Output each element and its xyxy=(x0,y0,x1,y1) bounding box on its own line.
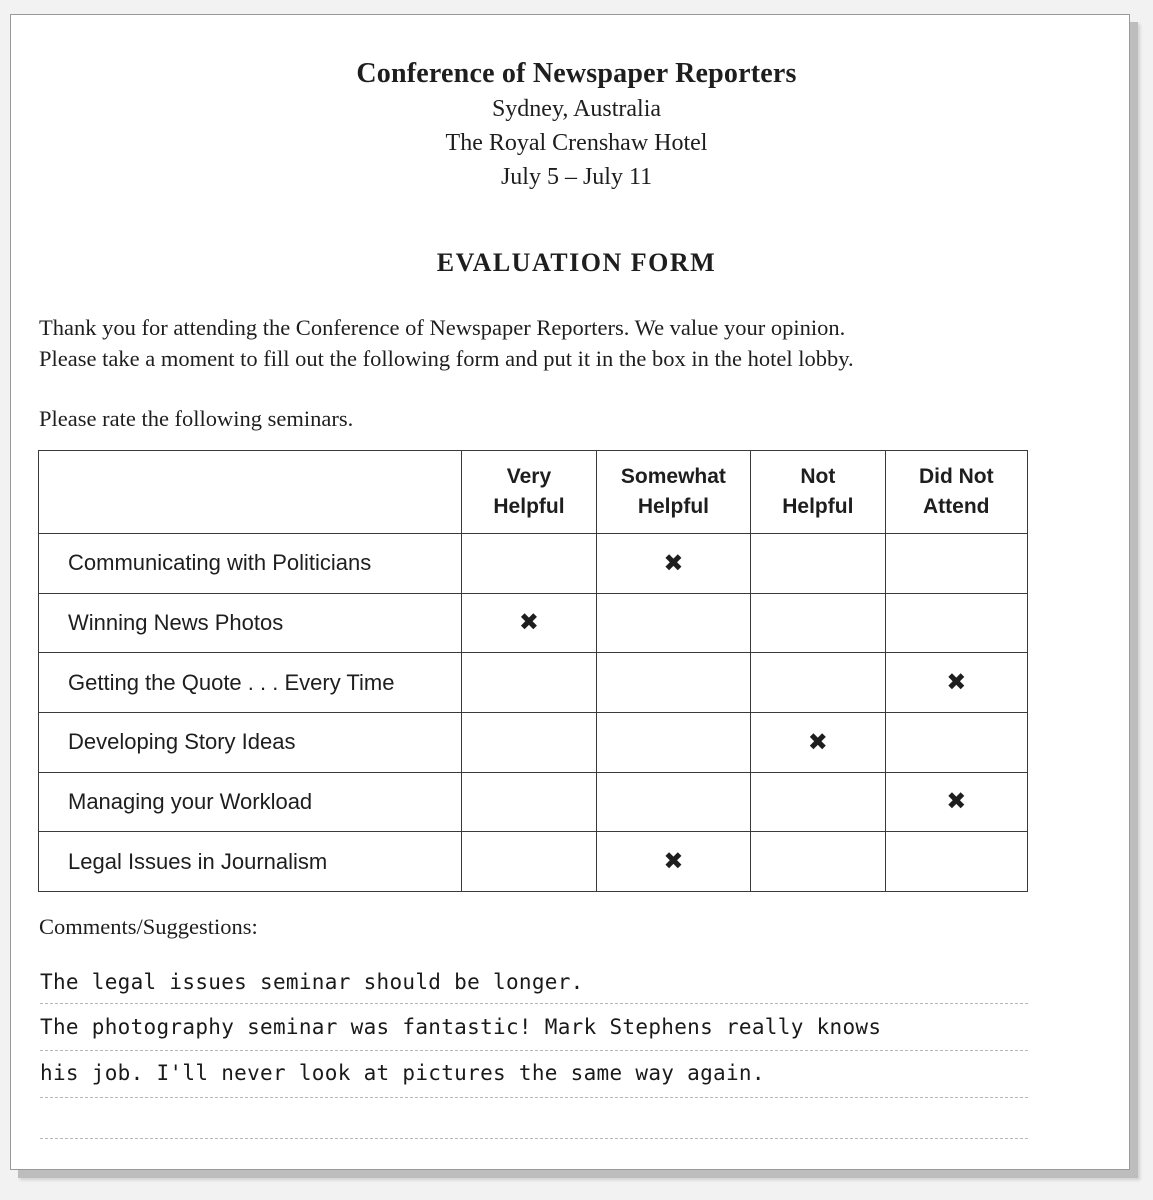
conference-title: Conference of Newspaper Reporters xyxy=(356,58,797,89)
rating-cell[interactable]: ✖ xyxy=(885,772,1027,832)
rating-cell[interactable] xyxy=(462,712,596,772)
rating-cell[interactable] xyxy=(751,534,885,594)
rating-cell[interactable]: ✖ xyxy=(462,593,596,653)
seminar-name: Winning News Photos xyxy=(39,593,462,653)
rating-cell[interactable] xyxy=(462,832,596,892)
form-title: EVALUATION FORM xyxy=(436,248,717,277)
rating-cell[interactable] xyxy=(462,653,596,713)
seminar-name: Communicating with Politicians xyxy=(39,534,462,594)
header-very-helpful xyxy=(462,451,596,534)
seminar-name: Managing your Workload xyxy=(39,772,462,832)
writing-line xyxy=(40,1097,1028,1098)
header-text: Not xyxy=(800,465,836,488)
writing-line xyxy=(40,1050,1028,1051)
rating-cell[interactable] xyxy=(751,653,885,713)
rating-cell[interactable] xyxy=(751,593,885,653)
rating-cell[interactable]: ✖ xyxy=(751,712,885,772)
seminar-name: Legal Issues in Journalism xyxy=(39,832,462,892)
header-text: Very xyxy=(506,465,552,488)
table-row xyxy=(39,653,1028,713)
rating-cell[interactable] xyxy=(885,832,1027,892)
header-text: Helpful xyxy=(637,495,709,518)
header-somewhat-helpful xyxy=(596,451,750,534)
conference-venue: The Royal Crenshaw Hotel xyxy=(445,130,708,156)
comment-line-3[interactable]: his job. I'll never look at pictures the same way again. xyxy=(40,1061,765,1085)
conference-dates: July 5 – July 11 xyxy=(500,164,653,190)
intro-line-2: Please take a moment to fill out the following form and put it in the box in the hotel lobby. xyxy=(39,346,854,371)
header-text: Somewhat xyxy=(620,465,726,488)
header-text: Attend xyxy=(923,495,990,518)
table-row xyxy=(39,772,1028,832)
header-not-helpful xyxy=(751,451,885,534)
writing-line xyxy=(40,1138,1028,1139)
rating-cell[interactable] xyxy=(462,772,596,832)
rating-cell[interactable] xyxy=(596,712,750,772)
rating-cell[interactable] xyxy=(751,772,885,832)
rating-cell[interactable]: ✖ xyxy=(885,653,1027,713)
rating-cell[interactable] xyxy=(751,832,885,892)
header-blank xyxy=(39,451,462,534)
table-row xyxy=(39,593,1028,653)
table-row xyxy=(39,832,1028,892)
header-did-not-attend xyxy=(885,451,1027,534)
intro-line-1: Thank you for attending the Conference of Newspaper Reporters. We value your opinion. xyxy=(39,315,846,340)
seminar-name: Developing Story Ideas xyxy=(39,712,462,772)
comment-line-2[interactable]: The photography seminar was fantastic! Mark Stephens really knows xyxy=(40,1015,882,1039)
table-row xyxy=(39,534,1028,594)
rate-prompt: Please rate the following seminars. xyxy=(39,406,354,431)
header-text: Helpful xyxy=(493,495,565,518)
rating-cell[interactable] xyxy=(596,653,750,713)
table-row xyxy=(39,712,1028,772)
header-text: Did Not xyxy=(918,465,994,488)
rating-cell[interactable] xyxy=(885,593,1027,653)
rating-cell[interactable] xyxy=(885,712,1027,772)
table-header-row xyxy=(39,451,1028,534)
rating-cell[interactable] xyxy=(596,593,750,653)
rating-cell[interactable] xyxy=(885,534,1027,594)
seminar-rating-table xyxy=(38,450,1028,892)
seminar-name: Getting the Quote . . . Every Time xyxy=(39,653,462,713)
comment-line-1[interactable]: The legal issues seminar should be longer. xyxy=(40,970,584,994)
rating-cell[interactable]: ✖ xyxy=(596,832,750,892)
intro-text xyxy=(39,312,1039,374)
header-text: Helpful xyxy=(782,495,854,518)
conference-city: Sydney, Australia xyxy=(491,96,662,122)
writing-line xyxy=(40,1003,1028,1004)
rating-cell[interactable] xyxy=(462,534,596,594)
comments-label: Comments/Suggestions: xyxy=(39,914,258,939)
rating-cell[interactable]: ✖ xyxy=(596,534,750,594)
rating-cell[interactable] xyxy=(596,772,750,832)
